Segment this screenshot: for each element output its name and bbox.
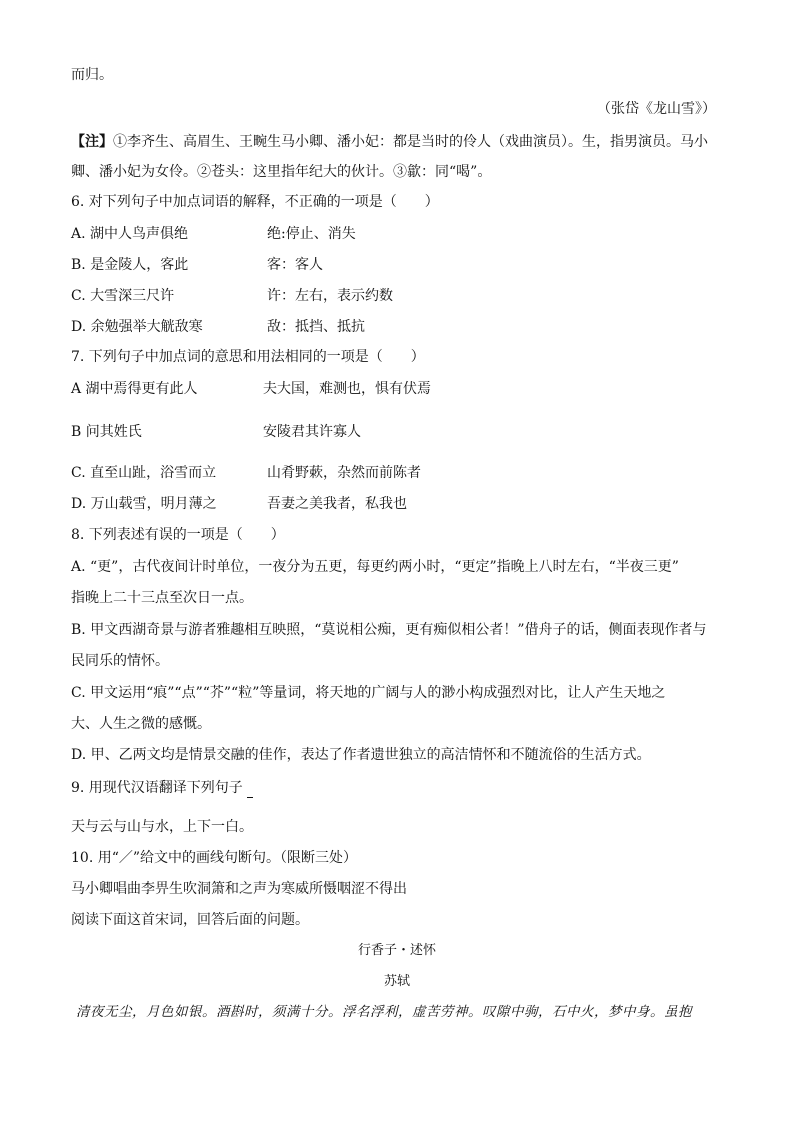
option-compare: 吾妻之美我者，私我也 [267, 496, 407, 512]
option-text: B 问其姓氏 [71, 424, 142, 440]
poem-title: 行香子・述怀 [357, 943, 436, 958]
translate-sentence: 天与云与山与水，上下一白。 [71, 819, 253, 835]
option-compare: 夫大国，难测也，惧有伏焉 [263, 381, 431, 397]
poem-author: 苏轼 [383, 974, 410, 989]
question-8: 8. 下列表述有误的一项是（ ） [71, 527, 285, 543]
note-text: ①李齐生、高眉生、王畹生马小卿、潘小妃：都是当时的伶人（戏曲演员）。生，指男演员。马小 [113, 134, 708, 150]
option-text: D. 万山载雪，明月薄之 [71, 496, 217, 512]
note-label: 【注】 [71, 134, 113, 150]
option-gloss: 客：客人 [267, 257, 323, 273]
option-d: D. 甲、乙两文均是情景交融的佳作，表达了作者遗世独立的高洁情怀和不随流俗的生活方式。 [71, 747, 651, 763]
question-9 [71, 779, 253, 798]
poem-line: 清夜无尘，月色如银。酒斟时，须满十分。浮名浮利，虚苦劳神。叹隙中驹，石中火，梦中身。虽抱 [76, 1004, 692, 1020]
question-6: 6. 对下列句子中加点词语的解释，不正确的一项是（ ） [71, 194, 439, 210]
option-c [71, 464, 421, 482]
punctuate-sentence: 马小卿唱曲李畀生吹洞箫和之声为寒威所慑咽涩不得出 [71, 881, 407, 897]
option-b [71, 256, 323, 274]
option-compare: 安陵君其许寡人 [263, 424, 361, 440]
option-c [71, 287, 393, 305]
option-a: A. “更”，古代夜间计时单位，一夜分为五更，每更约两小时，“更定”指晚上八时左右，“半夜三更” [71, 559, 679, 575]
note-line [71, 133, 708, 151]
question-10: 10. 用“／”给文中的画线句断句。（限断三处） [71, 850, 358, 866]
option-a-cont: 指晚上二十三点至次日一点。 [71, 590, 253, 606]
option-gloss: 敌：抵挡、抵抗 [267, 319, 365, 335]
option-a [71, 380, 431, 398]
option-b: B. 甲文西湖奇景与游者雅趣相互映照，“莫说相公痴，更有痴似相公者！”借舟子的话，侧面表现作者与 [71, 622, 707, 638]
option-text: A. 湖中人鸟声俱绝 [71, 226, 189, 242]
option-text: A 湖中焉得更有此人 [71, 381, 198, 397]
source-citation: （张岱《龙山雪》） [597, 101, 716, 117]
option-text: C. 直至山趾，浴雪而立 [71, 465, 217, 481]
option-c: C. 甲文运用“痕”“点”“芥”“粒”等量词，将天地的广阔与人的渺小构成强烈对比，让人产生天地之 [71, 685, 666, 701]
option-b-cont: 民同乐的情怀。 [71, 653, 169, 669]
option-a [71, 225, 356, 243]
option-text: B. 是金陵人，客此 [71, 257, 189, 273]
reading-instruction: 阅读下面这首宋词，回答后面的问题。 [71, 912, 309, 928]
option-b [71, 423, 361, 441]
note-line: 卿、潘小妃为女伶。②苍头：这里指年纪大的伙计。③歙：同“喝”。 [71, 164, 492, 180]
option-compare: 山肴野蔌，杂然而前陈者 [267, 465, 421, 481]
text-line: 而归。 [71, 67, 113, 83]
answer-blank [247, 779, 253, 798]
option-text: C. 大雪深三尺许 [71, 288, 175, 304]
option-text: D. 余勉强举大觥敌寒 [71, 319, 203, 335]
option-d [71, 318, 365, 336]
question-9-text: 9. 用现代汉语翻译下列句子 [71, 780, 243, 796]
option-d [71, 495, 407, 513]
option-gloss: 许：左右，表示约数 [267, 288, 393, 304]
question-7: 7. 下列句子中加点词的意思和用法相同的一项是（ ） [71, 349, 425, 365]
option-gloss: 绝:停止、消失 [267, 226, 356, 242]
option-c-cont: 大、人生之微的感慨。 [71, 716, 211, 732]
